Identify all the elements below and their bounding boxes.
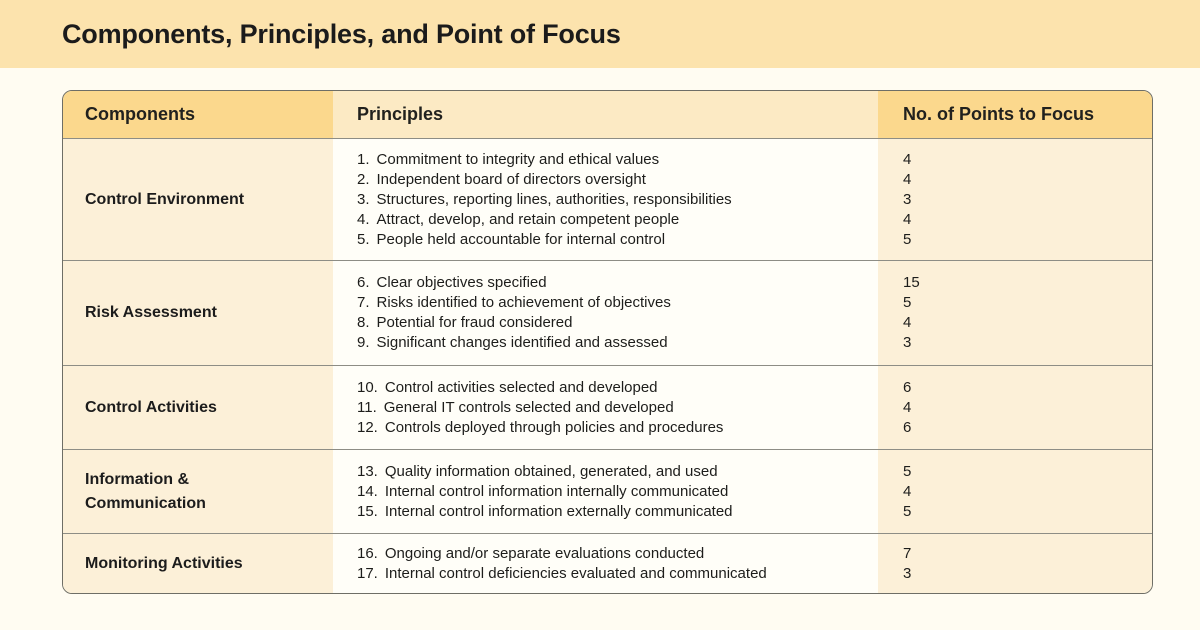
principle-item bbox=[357, 313, 864, 333]
principles-cell bbox=[333, 139, 878, 260]
principle-item bbox=[357, 378, 864, 398]
principle-number: 1. bbox=[357, 150, 370, 168]
principles-cell bbox=[333, 534, 878, 593]
component-name: Control Environment bbox=[85, 190, 245, 208]
principle-item bbox=[357, 293, 864, 313]
points-cell bbox=[878, 139, 1152, 260]
principles-cell bbox=[333, 366, 878, 449]
points-value: 6 bbox=[903, 418, 912, 436]
column-header-components: Components bbox=[63, 91, 333, 138]
principle-item bbox=[357, 170, 864, 190]
points-value: 5 bbox=[903, 230, 912, 248]
points-value: 4 bbox=[903, 398, 912, 416]
principle-item bbox=[357, 502, 864, 522]
points-value: 3 bbox=[903, 190, 912, 208]
principle-item bbox=[357, 333, 864, 353]
principle-number: 7. bbox=[357, 294, 370, 311]
points-value: 15 bbox=[903, 274, 920, 291]
table-row-control-activities bbox=[63, 365, 1152, 449]
points-value: 4 bbox=[903, 482, 912, 500]
principle-number: 15. bbox=[357, 502, 378, 520]
principle-number: 9. bbox=[357, 334, 370, 351]
points-cell bbox=[878, 366, 1152, 449]
principle-item bbox=[357, 564, 864, 584]
principles-cell bbox=[333, 261, 878, 365]
points-value: 6 bbox=[903, 378, 912, 396]
points-value: 5 bbox=[903, 462, 912, 480]
component-cell bbox=[63, 261, 333, 365]
principle-number: 2. bbox=[357, 170, 370, 188]
principle-number: 5. bbox=[357, 230, 370, 248]
principle-item bbox=[357, 273, 864, 293]
points-value: 3 bbox=[903, 334, 912, 351]
principle-item bbox=[357, 418, 864, 438]
principle-text: Attract, develop, and retain competent people bbox=[376, 210, 680, 228]
principle-text: Clear objectives specified bbox=[376, 274, 547, 291]
principle-item bbox=[357, 230, 864, 250]
principle-number: 16. bbox=[357, 544, 378, 562]
principle-text: Quality information obtained, generated, and used bbox=[384, 462, 718, 480]
points-value: 4 bbox=[903, 314, 912, 331]
table-row-monitoring-activities bbox=[63, 533, 1152, 593]
component-cell bbox=[63, 366, 333, 449]
points-value: 7 bbox=[903, 544, 912, 562]
points-value: 4 bbox=[903, 150, 912, 168]
principle-text: Independent board of directors oversight bbox=[376, 170, 646, 188]
points-cell bbox=[878, 534, 1152, 593]
principle-number: 4. bbox=[357, 210, 370, 228]
content-area bbox=[0, 90, 1200, 594]
points-value: 5 bbox=[903, 502, 912, 520]
principle-item bbox=[357, 190, 864, 210]
principle-text: Structures, reporting lines, authorities, responsibilities bbox=[376, 190, 732, 208]
principle-number: 14. bbox=[357, 482, 378, 500]
principle-item bbox=[357, 544, 864, 564]
table-row-risk-assessment bbox=[63, 260, 1152, 365]
principle-number: 11. bbox=[357, 398, 377, 416]
component-name: Control Activities bbox=[85, 398, 217, 416]
column-header-principles: Principles bbox=[333, 91, 878, 138]
principles-cell bbox=[333, 450, 878, 533]
points-value: 5 bbox=[903, 294, 912, 311]
component-name: Information & Communication bbox=[85, 470, 206, 512]
table-header-row bbox=[63, 91, 1152, 138]
principle-text: Potential for fraud considered bbox=[376, 314, 573, 331]
component-cell bbox=[63, 139, 333, 260]
component-cell bbox=[63, 534, 333, 593]
table-row-control-environment bbox=[63, 138, 1152, 260]
principle-item bbox=[357, 150, 864, 170]
page-title: Components, Principles, and Point of Focus bbox=[62, 18, 621, 49]
principle-number: 17. bbox=[357, 564, 378, 582]
points-cell bbox=[878, 261, 1152, 365]
principle-text: Internal control information internally communicated bbox=[384, 482, 729, 500]
principle-text: Internal control information externally communicated bbox=[384, 502, 733, 520]
principle-text: Risks identified to achievement of objectives bbox=[376, 294, 671, 311]
principle-number: 3. bbox=[357, 190, 370, 208]
table-row-information-communication bbox=[63, 449, 1152, 533]
column-header-points: No. of Points to Focus bbox=[878, 91, 1152, 138]
page-header bbox=[0, 0, 1200, 68]
principle-text: Ongoing and/or separate evaluations conducted bbox=[384, 544, 705, 562]
principle-number: 13. bbox=[357, 462, 378, 480]
component-name: Risk Assessment bbox=[85, 304, 217, 321]
points-value: 4 bbox=[903, 210, 912, 228]
principle-number: 8. bbox=[357, 314, 370, 331]
principle-item bbox=[357, 398, 864, 418]
principle-text: General IT controls selected and developed bbox=[383, 398, 674, 416]
principle-number: 10. bbox=[357, 378, 378, 396]
principle-number: 12. bbox=[357, 418, 378, 436]
principle-number: 6. bbox=[357, 274, 370, 291]
principle-text: Control activities selected and developed bbox=[384, 378, 658, 396]
component-name: Monitoring Activities bbox=[85, 554, 243, 572]
principle-text: People held accountable for internal control bbox=[376, 230, 666, 248]
principle-item bbox=[357, 462, 864, 482]
principle-text: Internal control deficiencies evaluated and communicated bbox=[384, 564, 767, 582]
principle-item bbox=[357, 482, 864, 502]
principle-text: Controls deployed through policies and procedures bbox=[384, 418, 724, 436]
points-value: 3 bbox=[903, 564, 912, 582]
principle-text: Significant changes identified and assessed bbox=[376, 334, 668, 351]
principle-item bbox=[357, 210, 864, 230]
points-value: 4 bbox=[903, 170, 912, 188]
principle-text: Commitment to integrity and ethical values bbox=[376, 150, 660, 168]
component-cell bbox=[63, 450, 333, 533]
coso-components-table bbox=[62, 90, 1153, 594]
points-cell bbox=[878, 450, 1152, 533]
